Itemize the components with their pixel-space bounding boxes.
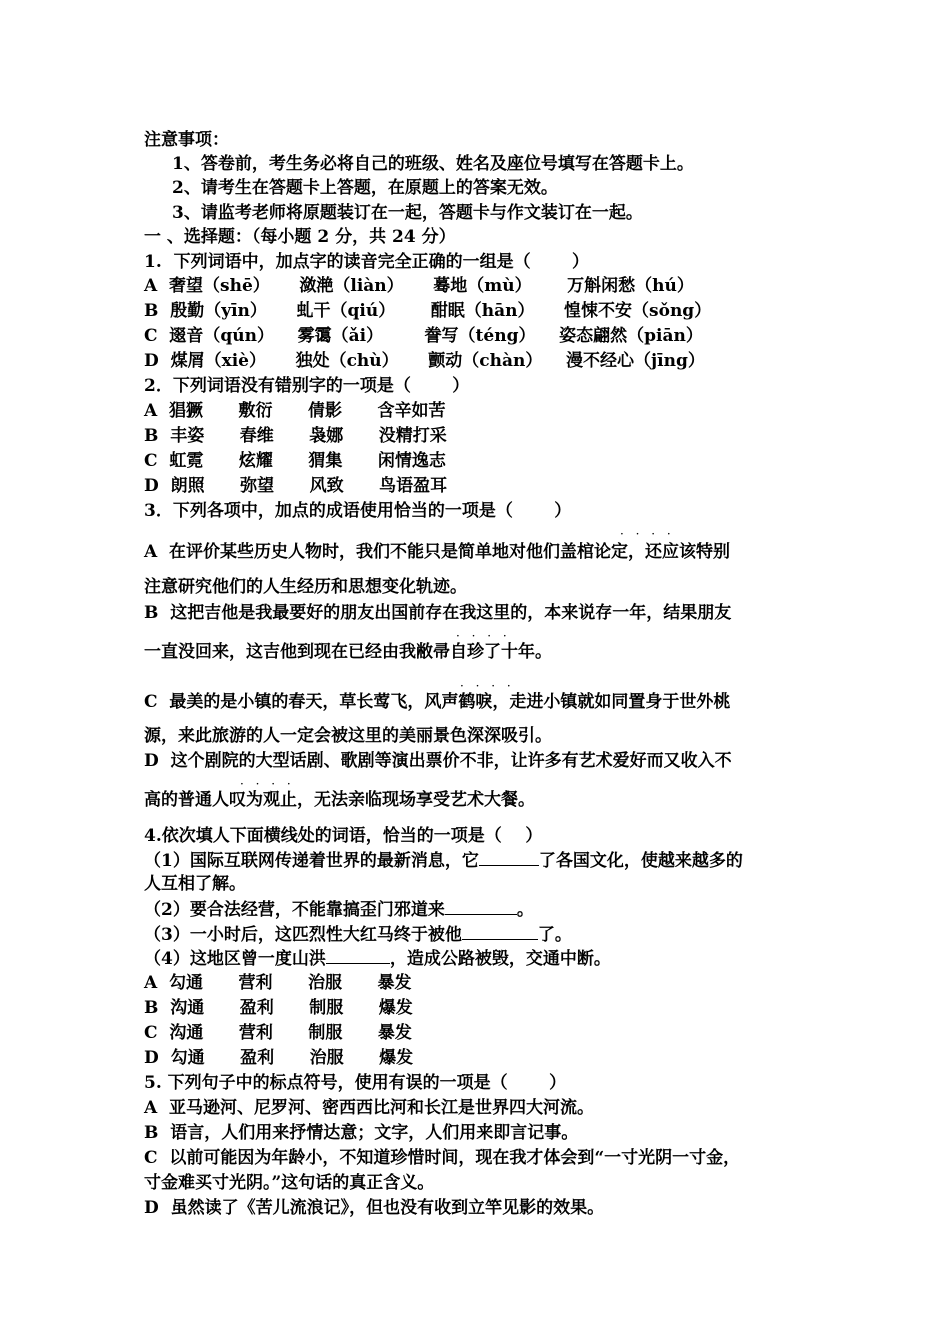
fill-blank xyxy=(479,849,539,866)
q5-option-c-line2: 寸金难买寸光阴。”这句话的真正含义。 xyxy=(144,1173,435,1193)
q4-sentence-4: （4）这地区曾一度山洪 ，造成公路被毁，交通中断。 xyxy=(144,949,611,969)
q1-stem: 1. 下列词语中，加点字的读音完全正确的一组是（ ） xyxy=(144,252,590,272)
q3-option-a-line2: 注意研究他们的人生经历和思想变化轨迹。 xyxy=(144,577,467,597)
q2-option-c: C 虹霓 炫耀 猬集 闲情逸志 xyxy=(144,451,446,471)
notice-item-2: 2、请考生在答题卡上答题，在原题上的答案无效。 xyxy=(172,178,558,198)
emphasis-dots: · · · · xyxy=(456,629,511,643)
q5-option-a: A 亚马逊河、尼罗河、密西西比河和长江是世界四大河流。 xyxy=(144,1098,595,1118)
notice-item-3: 3、请监考老师将原题装订在一起，答题卡与作文装订在一起。 xyxy=(172,203,643,223)
q4-option-c: C 沟通 营利 制服 暴发 xyxy=(144,1023,412,1043)
q4-sentence-1-cont: 人互相了解。 xyxy=(144,874,246,894)
emphasis-dots: · · · · xyxy=(240,777,295,791)
fill-blank xyxy=(462,923,538,940)
fill-blank xyxy=(326,947,390,964)
notice-title: 注意事项： xyxy=(144,130,229,150)
q4-sentence-1: （1）国际互联网传递着世界的最新消息，它 了各国文化，使越来越多的 xyxy=(144,851,743,871)
q3-option-a-line1: A 在评价某些历史人物时，我们不能只是简单地对他们盖棺论定，还应该特别 xyxy=(144,542,731,562)
emphasis-dots: · · · · xyxy=(620,527,675,541)
section-heading: 一 、选择题：（每小题 2 分，共 24 分） xyxy=(144,227,456,247)
q4-sentence-2: （2）要合法经营，不能靠搞歪门邪道来 。 xyxy=(144,900,534,920)
q4-option-a: A 勾通 营利 治服 暴发 xyxy=(144,973,412,993)
q3-option-c-line2: 源，来此旅游的人一定会被这里的美丽景色深深吸引。 xyxy=(144,726,552,746)
q3-option-d-line1: D 这个剧院的大型话剧、歌剧等演出票价不非，让许多有艺术爱好而又收入不 xyxy=(144,751,732,771)
q2-option-a: A 猖獗 敷衍 倩影 含辛如苦 xyxy=(144,401,446,421)
emphasis-dots: · · · · xyxy=(460,679,515,693)
q1-option-c: C 逫音（qún） 雾霭（ǎi） 誊写（téng） 姿态翩然（piān） xyxy=(144,326,703,346)
q4-option-b: B 沟通 盈利 制服 爆发 xyxy=(144,998,413,1018)
q5-option-b: B 语言，人们用来抒情达意；文字，人们用来即言记事。 xyxy=(144,1123,579,1143)
q4-sentence-3: （3）一小时后，这匹烈性大红马终于被他 了。 xyxy=(144,925,572,945)
q1-option-d: D 煤屑（xiè） 独处（chù） 颤动（chàn） 漫不经心（jīng） xyxy=(144,351,705,371)
q1-option-b: B 殷勤（yīn） 虬干（qiú） 酣眠（hān） 惶悚不安（sǒng） xyxy=(144,301,712,321)
q3-option-d-line2: 高的普通人叹为观止，无法亲临现场享受艺术大餐。 xyxy=(144,790,535,810)
q1-option-a: A 奢望（shē） 潋滟（liàn） 蓦地（mù） 万斛闲愁（hú） xyxy=(144,276,694,296)
q5-stem: 5. 下列句子中的标点符号，使用有误的一项是（ ） xyxy=(144,1073,567,1093)
q4-stem: 4.依次填人下面横线处的词语，恰当的一项是（ ） xyxy=(144,826,543,846)
q2-stem: 2．下列词语没有错别字的一项是（ ） xyxy=(144,376,470,396)
q2-option-d: D 朗照 弥望 风致 鸟语盈耳 xyxy=(144,476,448,496)
q4-option-d: D 勾通 盈利 治服 爆发 xyxy=(144,1048,414,1068)
q3-option-c-line1: C 最美的是小镇的春天，草长莺飞，风声鹤唳，走进小镇就如同置身于世外桃 xyxy=(144,692,731,712)
fill-blank xyxy=(445,898,517,915)
q3-option-b-line2: 一直没回来，这吉他到现在已经由我敝帚自珍了十年。 xyxy=(144,642,552,662)
q5-option-d: D 虽然读了《苦儿流浪记》，但也没有收到立竿见影的效果。 xyxy=(144,1198,605,1218)
q3-option-b-line1: B 这把吉他是我最要好的朋友出国前存在我这里的，本来说存一年，结果朋友 xyxy=(144,603,732,623)
q2-option-b: B 丰姿 春维 袅娜 没精打采 xyxy=(144,426,447,446)
q5-option-c-line1: C 以前可能因为年龄小，不知道珍惜时间，现在我才体会到“一寸光阴一寸金， xyxy=(144,1148,741,1168)
q3-stem: 3．下列各项中，加点的成语使用恰当的一项是（ ） xyxy=(144,501,572,521)
notice-item-1: 1、答卷前，考生务必将自己的班级、姓名及座位号填写在答题卡上。 xyxy=(172,154,694,174)
